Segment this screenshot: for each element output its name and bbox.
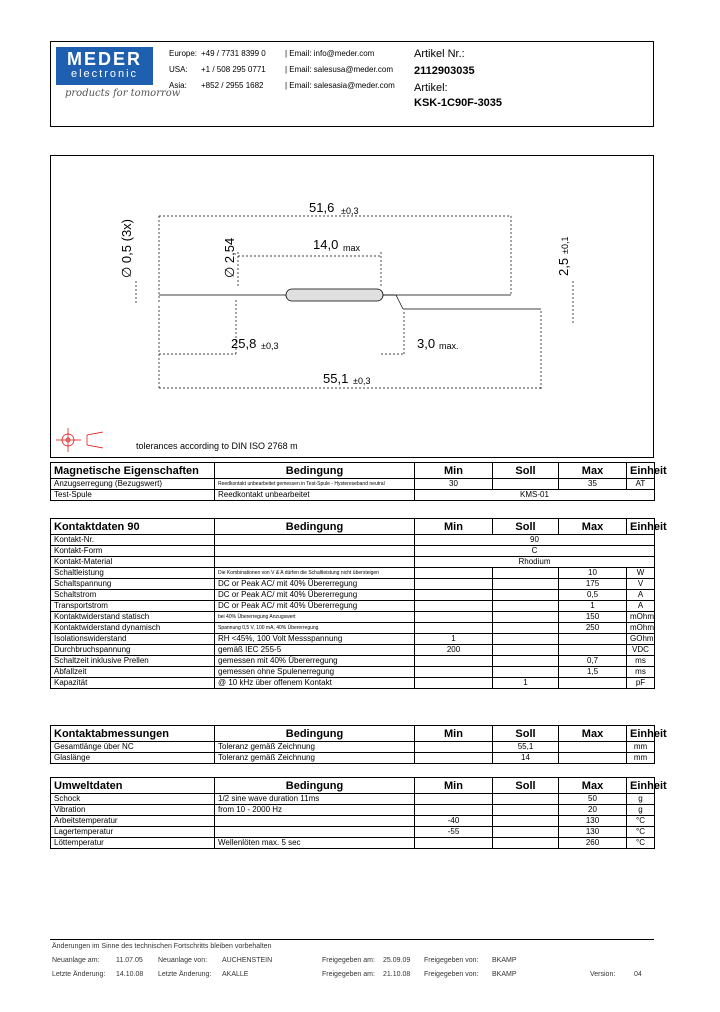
row-min: [415, 794, 493, 805]
row-name: Kontakt-Material: [51, 557, 215, 568]
footer-value: 25.09.09: [383, 957, 411, 964]
reed-glass-body: [286, 289, 383, 301]
table-row: [51, 753, 655, 764]
footer-divider: [50, 939, 654, 940]
row-max: 50: [559, 794, 627, 805]
row-condition: gemessen ohne Spulenerregung: [215, 667, 415, 678]
table-row: [51, 667, 655, 678]
row-soll: [493, 827, 559, 838]
row-soll: [493, 612, 559, 623]
row-condition: @ 10 kHz über offenem Kontakt: [215, 678, 415, 689]
table-kontaktabmessungen: [50, 725, 667, 764]
footer-label: Letzte Änderung:: [52, 971, 106, 978]
row-soll: 14: [493, 753, 559, 764]
version-value: 04: [634, 971, 642, 978]
table-row: [51, 490, 655, 501]
table-row: [51, 623, 655, 634]
row-name: Gesamtlänge über NC: [51, 742, 215, 753]
col-header: Einheit: [627, 463, 655, 479]
row-unit: mOhm: [627, 612, 655, 623]
row-name: Kontakt-Form: [51, 546, 215, 557]
row-name: Kapazität: [51, 678, 215, 689]
artikel-nr-value: 2112903035: [414, 65, 475, 77]
footer-label: Neuanlage von:: [158, 957, 208, 964]
footer-note: Änderungen im Sinne des technischen Fortschritts bleiben vorbehalten: [52, 943, 272, 950]
row-unit: pF: [627, 678, 655, 689]
dim-2-5-tol: ±0,1: [560, 236, 570, 254]
row-max: 35: [559, 479, 627, 490]
row-max: 10: [559, 568, 627, 579]
table-title: Umweltdaten: [51, 778, 215, 794]
row-condition: DC or Peak AC/ mit 40% Übererregung: [215, 590, 415, 601]
row-unit: °C: [627, 838, 655, 849]
col-header: Einheit: [627, 519, 655, 535]
dim-51-6: 51,6: [309, 200, 335, 215]
col-header: Soll: [493, 463, 559, 479]
row-max: [559, 645, 627, 656]
projection-symbol: [56, 428, 103, 452]
col-header: Soll: [493, 726, 559, 742]
table-row: [51, 579, 655, 590]
row-condition: [215, 827, 415, 838]
row-name: Schaltstrom: [51, 590, 215, 601]
row-unit: g: [627, 794, 655, 805]
row-soll: [493, 645, 559, 656]
row-min: [415, 805, 493, 816]
row-max: 0,5: [559, 590, 627, 601]
table-magnetische-eigenschaften: [50, 462, 667, 501]
row-unit: AT: [627, 479, 655, 490]
footer-label: Freigegeben von:: [424, 957, 479, 964]
row-condition: 1/2 sine wave duration 11ms: [215, 794, 415, 805]
row-condition: [215, 535, 415, 546]
row-min: [415, 590, 493, 601]
table-row: [51, 827, 655, 838]
row-soll: [493, 590, 559, 601]
row-min: [415, 742, 493, 753]
table-row: [51, 479, 655, 490]
dim-25-8: 25,8: [231, 336, 257, 351]
dim-14-0-max: max: [343, 243, 361, 253]
row-name: Test-Spule: [51, 490, 215, 501]
contact-email-usa[interactable]: | Email: salesusa@meder.com: [285, 65, 394, 74]
dim-55-1: 55,1: [323, 371, 349, 386]
table-header-row: [51, 778, 655, 794]
table-row: [51, 535, 655, 546]
row-max: 1: [559, 601, 627, 612]
row-max: 130: [559, 827, 627, 838]
footer-value: 21.10.08: [383, 971, 411, 978]
row-condition: Die Kombinationen von V & A dürfen die Schaltleistung nicht übersteigen: [215, 568, 415, 579]
table-row: [51, 656, 655, 667]
table-title: Magnetische Eigenschaften: [51, 463, 215, 479]
row-unit: mm: [627, 742, 655, 753]
row-condition: Reedkontakt unbearbeitet gemessen in Test-Spule - Hystereseband neutral: [215, 479, 415, 490]
col-header: Max: [559, 778, 627, 794]
col-header: Bedingung: [215, 463, 415, 479]
row-soll: [493, 656, 559, 667]
row-unit: g: [627, 805, 655, 816]
row-unit: VDC: [627, 645, 655, 656]
row-unit: V: [627, 579, 655, 590]
table-header-row: [51, 726, 655, 742]
dim-51-6-tol: ±0,3: [341, 206, 359, 216]
dim-dia-0-5: ∅ 0,5 (3x): [119, 218, 134, 278]
row-name: Vibration: [51, 805, 215, 816]
row-name: Kontaktwiderstand statisch: [51, 612, 215, 623]
row-max: [559, 753, 627, 764]
row-min: [415, 568, 493, 579]
row-condition: Wellenlöten max. 5 sec: [215, 838, 415, 849]
row-condition: Spannung 0,5 V, 100 mA, 40% Übererregung: [215, 623, 415, 634]
row-max: 260: [559, 838, 627, 849]
col-header: Soll: [493, 519, 559, 535]
row-soll: [493, 794, 559, 805]
row-soll: 1: [493, 678, 559, 689]
row-min: 200: [415, 645, 493, 656]
artikel-nr-label: Artikel Nr.:: [414, 48, 465, 60]
col-header: Min: [415, 778, 493, 794]
col-header: Max: [559, 463, 627, 479]
row-min: [415, 601, 493, 612]
footer-value: AUCHENSTEIN: [222, 957, 273, 964]
row-condition: DC or Peak AC/ mit 40% Übererregung: [215, 579, 415, 590]
row-soll: [493, 601, 559, 612]
row-unit: GOhm: [627, 634, 655, 645]
row-name: Isolationswiderstand: [51, 634, 215, 645]
slogan: products for tomorrow: [65, 88, 181, 99]
tolerance-note: tolerances according to DIN ISO 2768 m: [136, 441, 298, 451]
table-row: [51, 794, 655, 805]
row-max: 130: [559, 816, 627, 827]
row-condition: DC or Peak AC/ mit 40% Übererregung: [215, 601, 415, 612]
col-header: Bedingung: [215, 519, 415, 535]
row-soll: [493, 579, 559, 590]
col-header: Soll: [493, 778, 559, 794]
technical-drawing: [50, 155, 654, 458]
row-condition: [215, 816, 415, 827]
table-row: [51, 612, 655, 623]
row-min: -55: [415, 827, 493, 838]
table-row: [51, 546, 655, 557]
contact-phone-europe: +49 / 7731 8399 0: [201, 49, 266, 58]
row-name: Lagertemperatur: [51, 827, 215, 838]
row-unit: ms: [627, 656, 655, 667]
meder-logo: [56, 47, 153, 85]
dim-dia-2-54: ∅ 2,54: [222, 237, 237, 278]
drawing-svg: [51, 156, 655, 459]
row-name: Schaltleistung: [51, 568, 215, 579]
row-min: [415, 579, 493, 590]
row-max: [559, 678, 627, 689]
row-soll: [493, 838, 559, 849]
contact-region-asia: Asia:: [169, 81, 187, 90]
table-row: [51, 634, 655, 645]
contact-region-usa: USA:: [169, 65, 188, 74]
row-unit: A: [627, 601, 655, 612]
row-max: 0,7: [559, 656, 627, 667]
row-condition: gemäß IEC 255-5: [215, 645, 415, 656]
dim-3-0: 3,0: [417, 336, 436, 351]
row-condition: RH <45%, 100 Volt Messspannung: [215, 634, 415, 645]
col-header: Min: [415, 519, 493, 535]
row-unit: °C: [627, 816, 655, 827]
footer-label: Neuanlage am:: [52, 957, 100, 964]
row-condition: Reedkontakt unbearbeitet: [215, 490, 415, 501]
row-soll: [493, 667, 559, 678]
row-condition: Toleranz gemäß Zeichnung: [215, 742, 415, 753]
version-label: Version:: [590, 971, 616, 978]
contact-email-europe[interactable]: | Email: info@meder.com: [285, 49, 375, 58]
row-soll: [493, 634, 559, 645]
header-box: [50, 41, 654, 127]
dim-2-5: 2,5: [556, 257, 571, 276]
row-soll: C: [415, 546, 655, 557]
table-row: [51, 805, 655, 816]
row-min: [415, 667, 493, 678]
row-name: Schock: [51, 794, 215, 805]
row-name: Abfallzeit: [51, 667, 215, 678]
row-condition: [215, 557, 415, 568]
row-max: 150: [559, 612, 627, 623]
row-soll: [493, 623, 559, 634]
contact-region-europe: Europe:: [169, 49, 198, 58]
logo-text: MEDER: [66, 49, 142, 69]
footer-value: BKAMP: [492, 971, 517, 978]
table-row: [51, 590, 655, 601]
col-header: Max: [559, 519, 627, 535]
table-umweltdaten: [50, 777, 667, 849]
row-name: Anzugserregung (Bezugswert): [51, 479, 215, 490]
table-header-row: [51, 463, 655, 479]
table-title: Kontaktabmessungen: [51, 726, 215, 742]
row-min: 1: [415, 634, 493, 645]
contact-phone-asia: +852 / 2955 1682: [201, 81, 264, 90]
footer-label: Freigegeben am:: [322, 971, 375, 978]
footer-value: BKAMP: [492, 957, 517, 964]
row-max: 175: [559, 579, 627, 590]
footer-label: Freigegeben am:: [322, 957, 375, 964]
table-header-row: [51, 519, 655, 535]
row-min: [415, 678, 493, 689]
footer-label: Letzte Änderung:: [158, 971, 212, 978]
table-row: [51, 742, 655, 753]
row-max: 1,5: [559, 667, 627, 678]
row-soll: 55,1: [493, 742, 559, 753]
row-min: [415, 656, 493, 667]
row-condition: from 10 - 2000 Hz: [215, 805, 415, 816]
row-max: [559, 634, 627, 645]
col-header: Bedingung: [215, 778, 415, 794]
row-condition: [215, 546, 415, 557]
row-name: Schaltzeit inklusive Prellen: [51, 656, 215, 667]
row-name: Glaslänge: [51, 753, 215, 764]
table-row: [51, 645, 655, 656]
row-max: [559, 742, 627, 753]
artikel-label: Artikel:: [414, 82, 448, 94]
row-min: -40: [415, 816, 493, 827]
footer-value: 14.10.08: [116, 971, 144, 978]
artikel-value: KSK-1C90F-3035: [414, 97, 503, 109]
dim-55-1-tol: ±0,3: [353, 376, 371, 386]
row-name: Arbeitstemperatur: [51, 816, 215, 827]
contact-email-asia[interactable]: | Email: salesasia@meder.com: [285, 81, 395, 90]
row-min: 30: [415, 479, 493, 490]
row-soll: [493, 805, 559, 816]
row-min: [415, 623, 493, 634]
row-name: Durchbruchspannung: [51, 645, 215, 656]
col-header: Min: [415, 726, 493, 742]
row-condition: bei 40% Übererregung Anzugswert: [215, 612, 415, 623]
row-unit: ms: [627, 667, 655, 678]
table-kontaktdaten: [50, 518, 667, 689]
contact-phone-usa: +1 / 508 295 0771: [201, 65, 266, 74]
table-row: [51, 601, 655, 612]
table-title: Kontaktdaten 90: [51, 519, 215, 535]
col-header: Min: [415, 463, 493, 479]
row-min: [415, 612, 493, 623]
row-name: Löttemperatur: [51, 838, 215, 849]
table-row: [51, 816, 655, 827]
dim-25-8-tol: ±0,3: [261, 341, 279, 351]
row-min: [415, 838, 493, 849]
row-max: 20: [559, 805, 627, 816]
footer-value: 11.07.05: [116, 957, 143, 964]
row-condition: Toleranz gemäß Zeichnung: [215, 753, 415, 764]
col-header: Bedingung: [215, 726, 415, 742]
dim-14-0: 14,0: [313, 237, 339, 252]
footer-value: AKALLE: [222, 971, 249, 978]
table-row: [51, 557, 655, 568]
row-max: 250: [559, 623, 627, 634]
col-header: Einheit: [627, 726, 655, 742]
footer-label: Freigegeben von:: [424, 971, 479, 978]
logo-subtext: electronic: [70, 68, 139, 80]
row-name: Schaltspannung: [51, 579, 215, 590]
row-name: Kontakt-Nr.: [51, 535, 215, 546]
row-soll: [493, 568, 559, 579]
dim-3-0-max: max.: [439, 341, 459, 351]
row-soll: [493, 816, 559, 827]
table-row: [51, 568, 655, 579]
row-condition: gemessen mit 40% Übererregung: [215, 656, 415, 667]
row-soll: [493, 479, 559, 490]
table-row: [51, 678, 655, 689]
row-name: Kontaktwiderstand dynamisch: [51, 623, 215, 634]
row-unit: °C: [627, 827, 655, 838]
row-unit: mm: [627, 753, 655, 764]
col-header: Max: [559, 726, 627, 742]
col-header: Einheit: [627, 778, 655, 794]
row-soll: Rhodium: [415, 557, 655, 568]
row-min: [415, 753, 493, 764]
row-unit: mOhm: [627, 623, 655, 634]
row-unit: A: [627, 590, 655, 601]
row-unit: W: [627, 568, 655, 579]
row-name: Transportstrom: [51, 601, 215, 612]
row-soll: 90: [415, 535, 655, 546]
table-row: [51, 838, 655, 849]
row-soll: KMS-01: [415, 490, 655, 501]
